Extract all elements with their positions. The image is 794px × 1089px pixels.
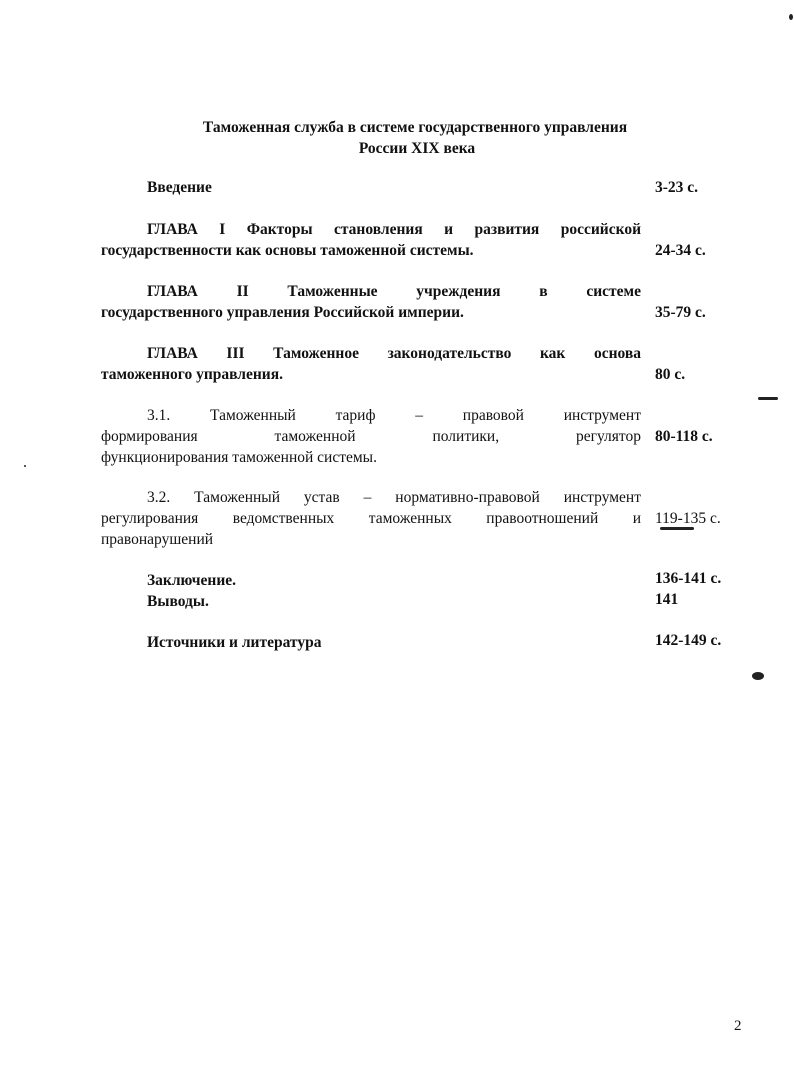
toc-section-3-2 [101,487,641,550]
document-title [0,117,794,159]
toc-section-3-2-pages: 119-135 с. [655,510,721,527]
toc-chapter-3-pages: 80 с. [655,366,686,383]
toc-chapter-3-line-1: ГЛАВА III Таможенное законодательство как основа [147,345,641,362]
toc-section-3-1-line-2: формирования таможенной политики, регулятор [101,428,641,445]
toc-chapter-2 [101,281,641,323]
toc-intro-pages: 3-23 с. [655,179,699,196]
title-line-2: России XIX века [358,140,476,157]
toc-chapter-1-line-1: ГЛАВА I Факторы становления и развития российской [147,221,641,238]
toc-section-3-2-line-1: 3.2. Таможенный устав – нормативно-правовой инструмент [147,489,641,506]
toc-chapter-2-pages: 35-79 с. [655,304,706,321]
toc-chapter-1 [101,219,641,261]
toc-section-3-1 [101,405,641,468]
toc-findings-label: Выводы. [147,593,209,610]
toc-section-3-2-line-3: правонарушений [101,531,214,548]
scan-speck [758,397,778,400]
scan-speck [789,14,793,20]
toc-section-3-1-line-1: 3.1. Таможенный тариф – правовой инструмент [147,407,641,424]
toc-chapter-1-pages: 24-34 с. [655,242,706,259]
toc-section-3-1-pages: 80-118 с. [655,428,713,445]
toc-sources-pages: 142-149 с. [655,632,722,649]
toc-section-3-2-line-2: регулирования ведомственных таможенных правоотношений и [101,510,641,527]
toc-section-3-1-line-3: функционирования таможенной системы. [101,449,377,466]
toc-chapter-1-line-2: государственности как основы таможенной системы. [101,242,474,259]
toc-conclusion-pages: 136-141 с. [655,570,722,587]
toc-chapter-3 [101,343,641,385]
toc-chapter-2-line-2: государственного управления Российской империи. [101,304,464,321]
toc-chapter-3-line-2: таможенного управления. [101,366,283,383]
scan-speck [24,465,26,467]
scan-speck [752,672,764,680]
page-number: 2 [734,1018,742,1034]
toc-sources-label: Источники и литература [147,634,322,651]
scan-speck [660,527,694,530]
toc-conclusion-label: Заключение. [147,572,237,589]
title-line-1: Таможенная служба в системе государственного управления [202,119,628,136]
toc-findings-pages: 141 [655,591,679,608]
toc-intro-label: Введение [147,179,212,196]
toc-chapter-2-line-1: ГЛАВА II Таможенные учреждения в системе [147,283,641,300]
